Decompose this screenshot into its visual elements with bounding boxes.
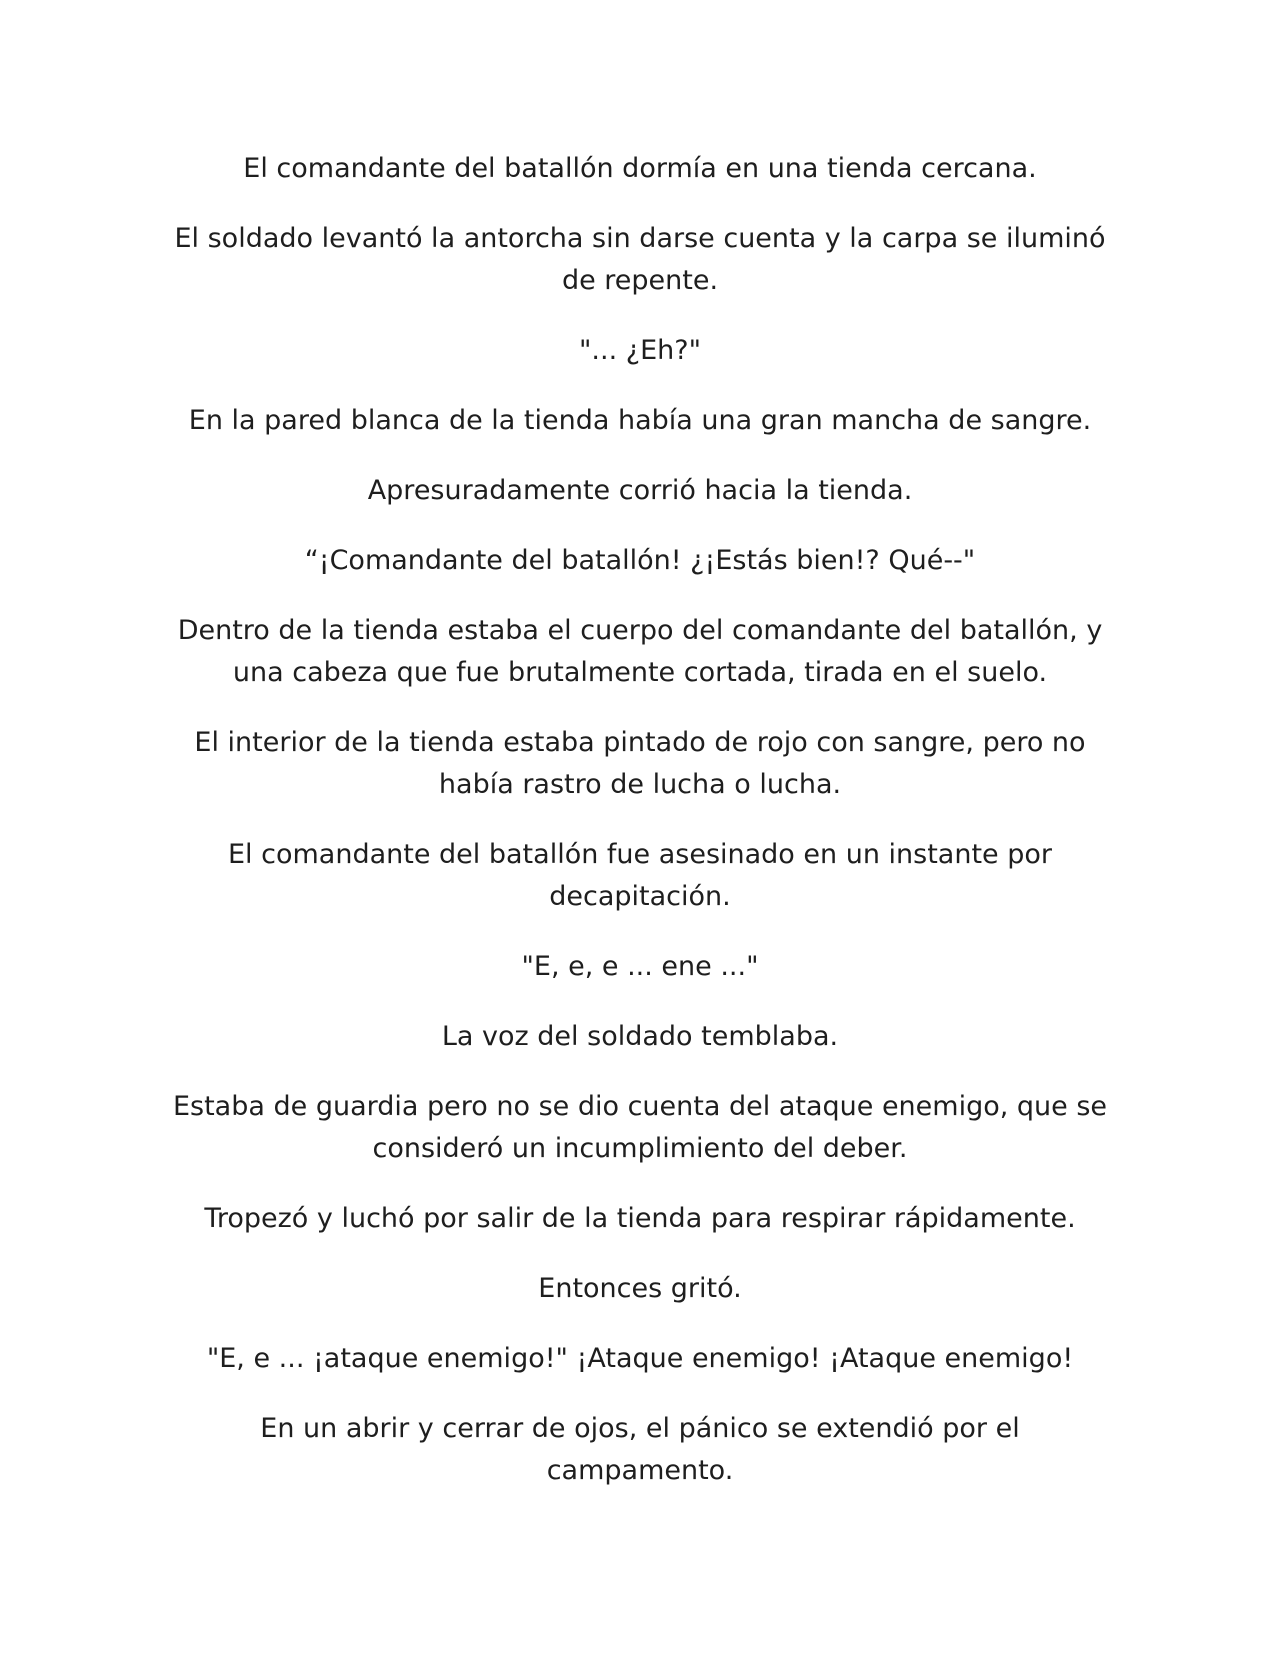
- paragraph-6: “¡Comandante del batallón! ¿¡Estás bien!? Qué--": [304, 545, 976, 576]
- paragraph-9: El comandante del batallón fue asesinado en un instante por decapitación.: [228, 839, 1052, 912]
- paragraph-13: Tropezó y luchó por salir de la tienda para respirar rápidamente.: [204, 1203, 1076, 1234]
- paragraph-12: Estaba de guardia pero no se dio cuenta del ataque enemigo, que se consideró un incumplimiento del deber.: [172, 1091, 1108, 1164]
- paragraph-3: "... ¿Eh?": [578, 335, 701, 366]
- paragraph-5: Apresuradamente corrió hacia la tienda.: [367, 475, 913, 506]
- paragraph-8: El interior de la tienda estaba pintado de rojo con sangre, pero no había rastro de lucha o lucha.: [194, 727, 1086, 800]
- paragraph-4: En la pared blanca de la tienda había una gran mancha de sangre.: [188, 405, 1092, 436]
- paragraph-7: Dentro de la tienda estaba el cuerpo del comandante del batallón, y una cabeza que fue brutalmente cortada, tirada en el suelo.: [177, 615, 1103, 688]
- paragraph-16: En un abrir y cerrar de ojos, el pánico se extendió por el campamento.: [260, 1413, 1020, 1486]
- paragraph-1: El comandante del batallón dormía en una tienda cercana.: [243, 153, 1037, 184]
- paragraph-11: La voz del soldado temblaba.: [441, 1021, 839, 1052]
- paragraph-2: El soldado levantó la antorcha sin darse cuenta y la carpa se iluminó de repente.: [174, 223, 1106, 296]
- paragraph-10: "E, e, e ... ene ...": [521, 951, 759, 982]
- document-body: [170, 148, 1110, 1520]
- paragraph-15: "E, e ... ¡ataque enemigo!" ¡Ataque enemigo! ¡Ataque enemigo!: [206, 1343, 1074, 1374]
- paragraph-14: Entonces gritó.: [538, 1273, 742, 1304]
